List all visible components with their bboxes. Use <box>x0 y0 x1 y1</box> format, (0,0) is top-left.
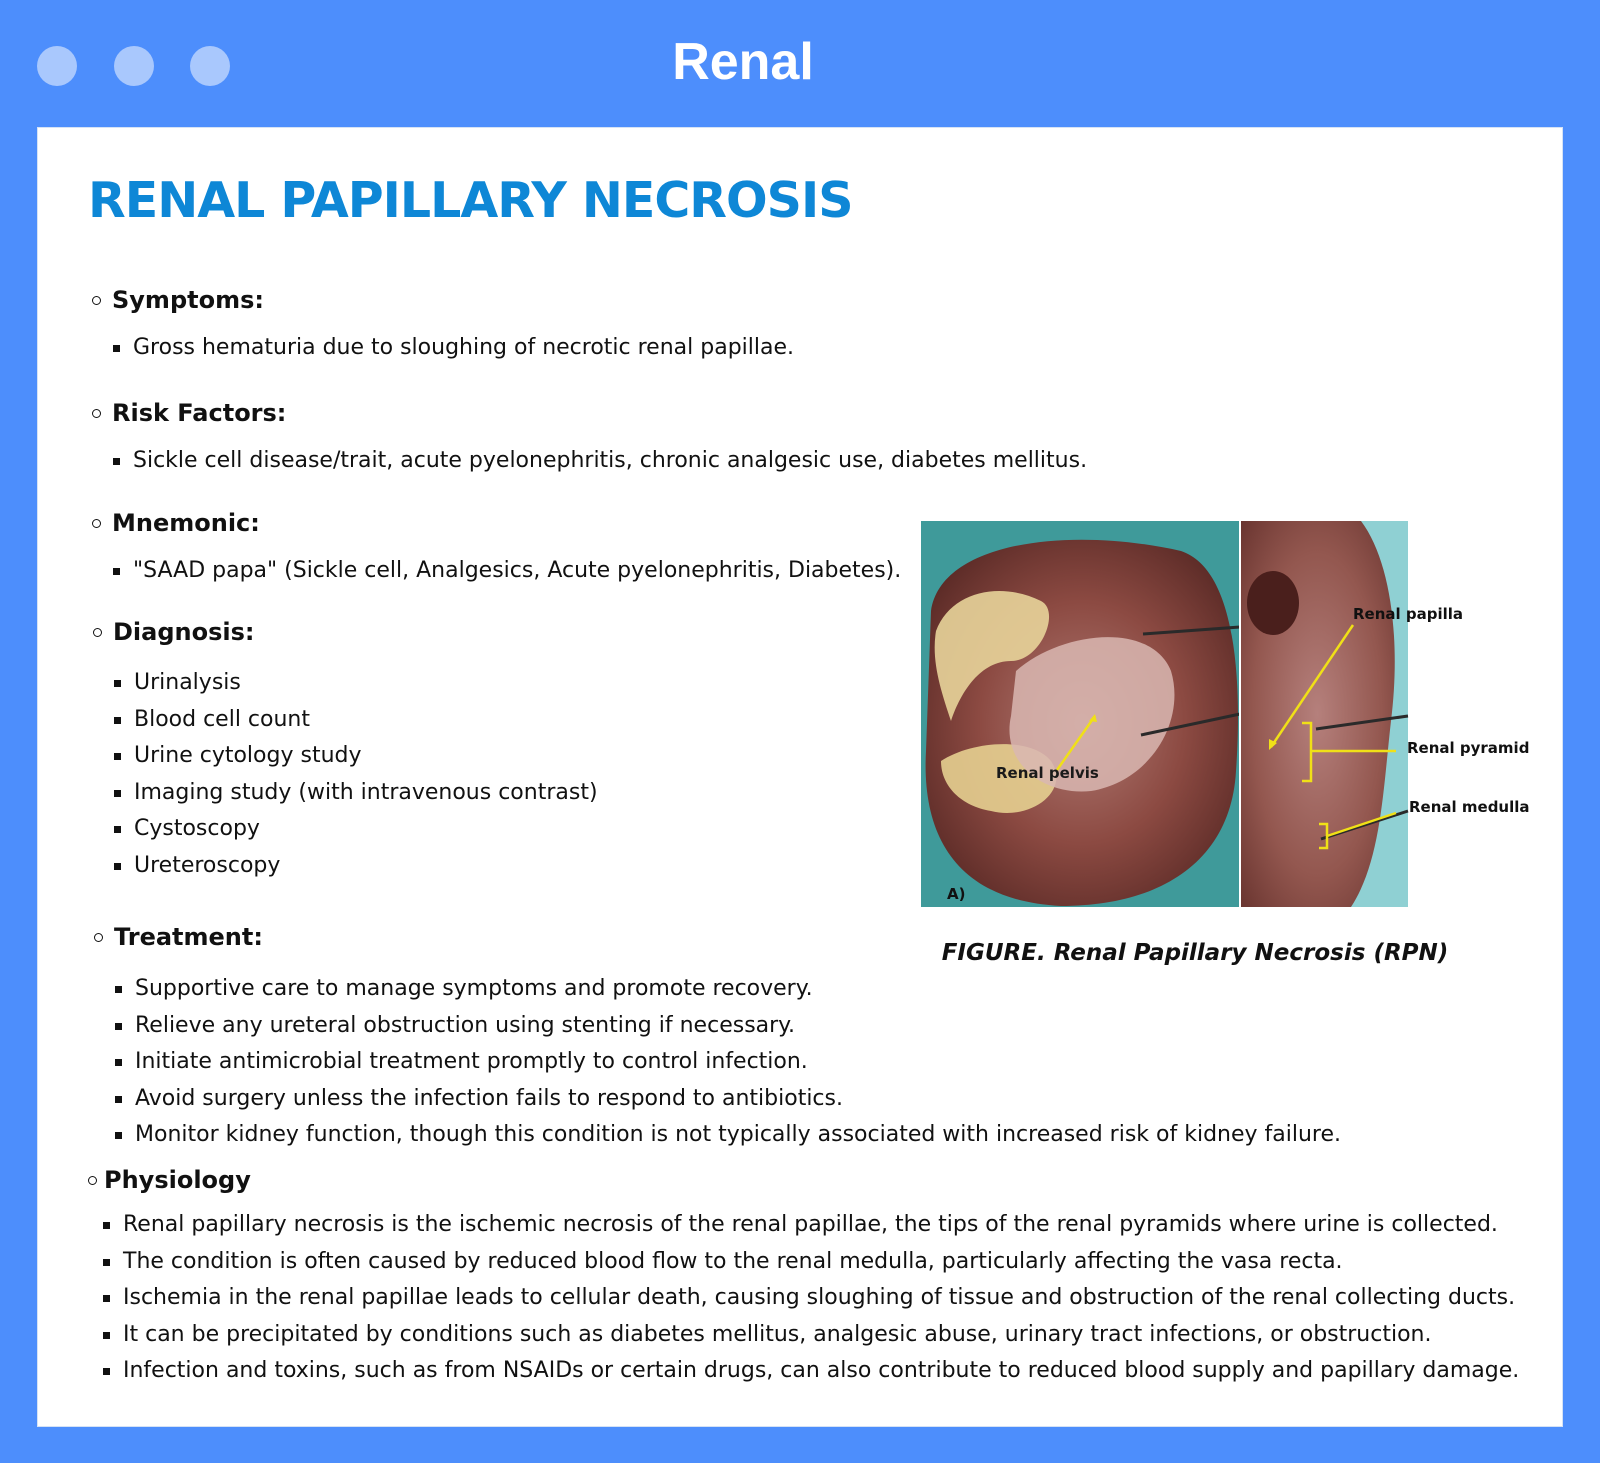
symptoms-list <box>113 330 794 367</box>
section-heading-label: Diagnosis: <box>113 618 255 646</box>
list-item: The condition is often caused by reduced blood flow to the renal medulla, particularly affecting the vasa recta. <box>103 1244 1519 1281</box>
list-item: Imaging study (with intravenous contrast) <box>114 775 598 812</box>
list-item: Monitor kidney function, though this condition is not typically associated with increased risk of kidney failure. <box>115 1117 1341 1154</box>
hollow-bullet-icon <box>92 519 101 528</box>
list-item: "SAAD papa" (Sickle cell, Analgesics, Acute pyelonephritis, Diabetes). <box>113 553 901 590</box>
section-heading-risk-factors <box>92 399 286 427</box>
risk-factors-list <box>113 443 1087 480</box>
calyx-cavity <box>1247 571 1299 635</box>
list-item: Supportive care to manage symptoms and promote recovery. <box>115 971 1341 1008</box>
list-item: It can be precipitated by conditions such as diabetes mellitus, analgesic abuse, urinary tract infections, or obstruction. <box>103 1317 1519 1354</box>
kidney-specimen-figure <box>921 521 1464 907</box>
panel-letter-label: A) <box>947 885 966 903</box>
section-heading-label: Physiology <box>104 1166 251 1194</box>
list-item: Gross hematuria due to sloughing of necrotic renal papillae. <box>113 330 794 367</box>
section-heading-label: Mnemonic: <box>112 509 260 537</box>
section-heading-mnemonic <box>92 509 260 537</box>
list-item: Ischemia in the renal papillae leads to cellular death, causing sloughing of tissue and obstruction of the renal collecting ducts. <box>103 1280 1519 1317</box>
hollow-bullet-icon <box>93 628 102 637</box>
renal-pyramid-label: Renal pyramid <box>1407 739 1530 757</box>
kidney-specimen-image <box>921 521 1408 907</box>
renal-medulla-label: Renal medulla <box>1409 798 1530 816</box>
list-item: Sickle cell disease/trait, acute pyelonephritis, chronic analgesic use, diabetes mellitus. <box>113 443 1087 480</box>
diagnosis-list <box>114 665 598 884</box>
mnemonic-list <box>113 553 901 590</box>
list-item: Renal papillary necrosis is the ischemic necrosis of the renal papillae, the tips of the renal pyramids where urine is collected. <box>103 1207 1519 1244</box>
list-item: Ureteroscopy <box>114 848 598 885</box>
section-heading-diagnosis <box>93 618 255 646</box>
list-item: Initiate antimicrobial treatment promptly to control infection. <box>115 1044 1341 1081</box>
list-item: Urine cytology study <box>114 738 598 775</box>
list-item: Infection and toxins, such as from NSAIDs or certain drugs, can also contribute to reduced blood supply and papillary damage. <box>103 1353 1519 1390</box>
window-title: Renal <box>672 33 814 91</box>
figure-caption: FIGURE. Renal Papillary Necrosis (RPN) <box>941 940 1449 966</box>
physiology-list <box>103 1207 1519 1390</box>
photo-divider <box>1239 521 1241 907</box>
hollow-bullet-icon <box>92 409 101 418</box>
section-heading-label: Risk Factors: <box>112 399 287 427</box>
list-item: Cystoscopy <box>114 811 598 848</box>
section-heading-physiology <box>88 1166 251 1194</box>
section-heading-symptoms <box>92 286 264 314</box>
renal-pelvis-label: Renal pelvis <box>996 764 1099 782</box>
list-item: Relieve any ureteral obstruction using stenting if necessary. <box>115 1008 1341 1045</box>
page-title: RENAL PAPILLARY NECROSIS <box>88 172 853 229</box>
renal-papilla-label: Renal papilla <box>1353 605 1464 623</box>
list-item: Blood cell count <box>114 702 598 739</box>
hollow-bullet-icon <box>94 933 103 942</box>
hollow-bullet-icon <box>92 296 101 305</box>
section-heading-treatment <box>94 923 263 951</box>
window-titlebar <box>0 0 1600 127</box>
section-heading-label: Symptoms: <box>112 286 264 314</box>
hollow-bullet-icon <box>88 1176 97 1185</box>
list-item: Avoid surgery unless the infection fails to respond to antibiotics. <box>115 1081 1341 1118</box>
list-item: Urinalysis <box>114 665 598 702</box>
treatment-list <box>115 971 1341 1154</box>
section-heading-label: Treatment: <box>114 923 263 951</box>
